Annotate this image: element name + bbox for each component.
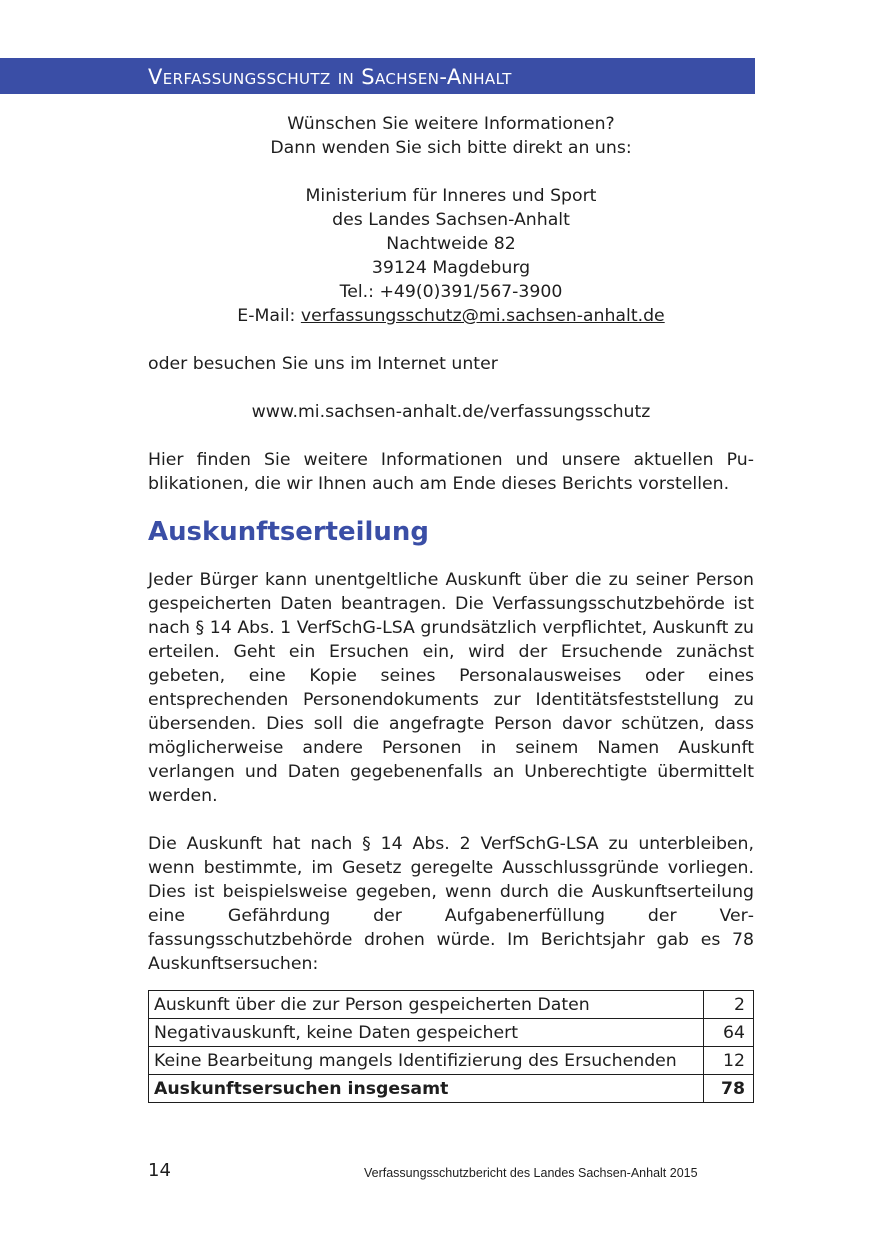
email-line — [148, 304, 754, 328]
contact-block — [148, 112, 754, 328]
website-url[interactable]: www.mi.sachsen-anhalt.de/verfassungsschutz — [251, 402, 651, 422]
row-value: 12 — [704, 1047, 754, 1075]
row-value: 2 — [704, 991, 754, 1019]
contact-intro-line2: Dann wenden Sie sich bitte direkt an uns: — [270, 138, 632, 158]
row-value: 64 — [704, 1019, 754, 1047]
org-name-line1: Ministerium für Inneres und Sport — [305, 186, 597, 206]
header-bar — [0, 58, 755, 94]
org-name-line2: des Landes Sachsen-Anhalt — [332, 210, 570, 230]
email-link[interactable]: verfassungsschutz@mi.sachsen-anhalt.de — [300, 306, 665, 326]
footer-report-title: Verfassungsschutzbericht des Landes Sachsen-Anhalt 2015 — [364, 1166, 698, 1180]
total-value: 78 — [704, 1075, 754, 1103]
total-label: Auskunftsersuchen insgesamt — [149, 1075, 704, 1103]
row-label: Auskunft über die zur Person gespeicherten Daten — [149, 991, 704, 1019]
address-city: 39124 Magdeburg — [371, 258, 531, 278]
page-content — [148, 112, 754, 1103]
phone-number: Tel.: +49(0)391/567-3900 — [339, 282, 563, 302]
publications-paragraph: Hier finden Sie weitere Informationen und unsere aktuellen Publikationen, die wir Ihnen auch am Ende dieses Berichts vorstellen. — [148, 450, 754, 494]
table-row — [149, 1019, 754, 1047]
info-paragraph-1: Jeder Bürger kann unentgeltliche Auskunft über die zu seiner Person gespeicherten Daten beantragen. Die Verfassungsschutzbehörde ist nach § 14 Abs. 1 VerfSchG-LSA grundsätzlich verpflichtet, Auskunft zu erteilen. Geht ein Ersuchen ein, wird der Ersuchende zunächst gebeten, eine Kopie seines Personalausweises oder eines entsprechenden Personendokuments zur Identitätsfeststellung zu übersenden. Dies soll die angefragte Person davor schützen, dass möglicherweise andere Personen in seinem Namen Auskunft verlangen und Daten gegebenenfalls an Unberechtigte übermittelt werden. — [148, 570, 754, 806]
page-title: Verfassungsschutz in Sachsen-Anhalt — [148, 65, 512, 89]
row-label: Negativauskunft, keine Daten gespeichert — [149, 1019, 704, 1047]
table-row — [149, 991, 754, 1019]
table-total-row — [149, 1075, 754, 1103]
row-label: Keine Bearbeitung mangels Identifizierung des Ersuchenden — [149, 1047, 704, 1075]
info-paragraph-2: Die Auskunft hat nach § 14 Abs. 2 VerfSchG-LSA zu unterbleiben, wenn bestimmte, im Gesetz geregelte Ausschlussgründe vorliegen. Dies ist beispielsweise gegeben, wenn durch die Auskunftserteilung eine Gefährdung der Aufgabenerfüllung der Verfassungsschutzbehörde drohen würde. Im Berichtsjahr gab es 78 Auskunftsersuchen: — [148, 834, 754, 974]
page-number: 14 — [148, 1160, 171, 1181]
requests-table — [148, 990, 754, 1103]
internet-intro: oder besuchen Sie uns im Internet unter — [148, 354, 498, 374]
table-row — [149, 1047, 754, 1075]
section-heading: Auskunftserteilung — [148, 517, 429, 547]
address-street: Nachtweide 82 — [386, 234, 516, 254]
contact-intro-line1: Wünschen Sie weitere Informationen? — [287, 114, 615, 134]
email-label: E-Mail: — [237, 306, 301, 326]
